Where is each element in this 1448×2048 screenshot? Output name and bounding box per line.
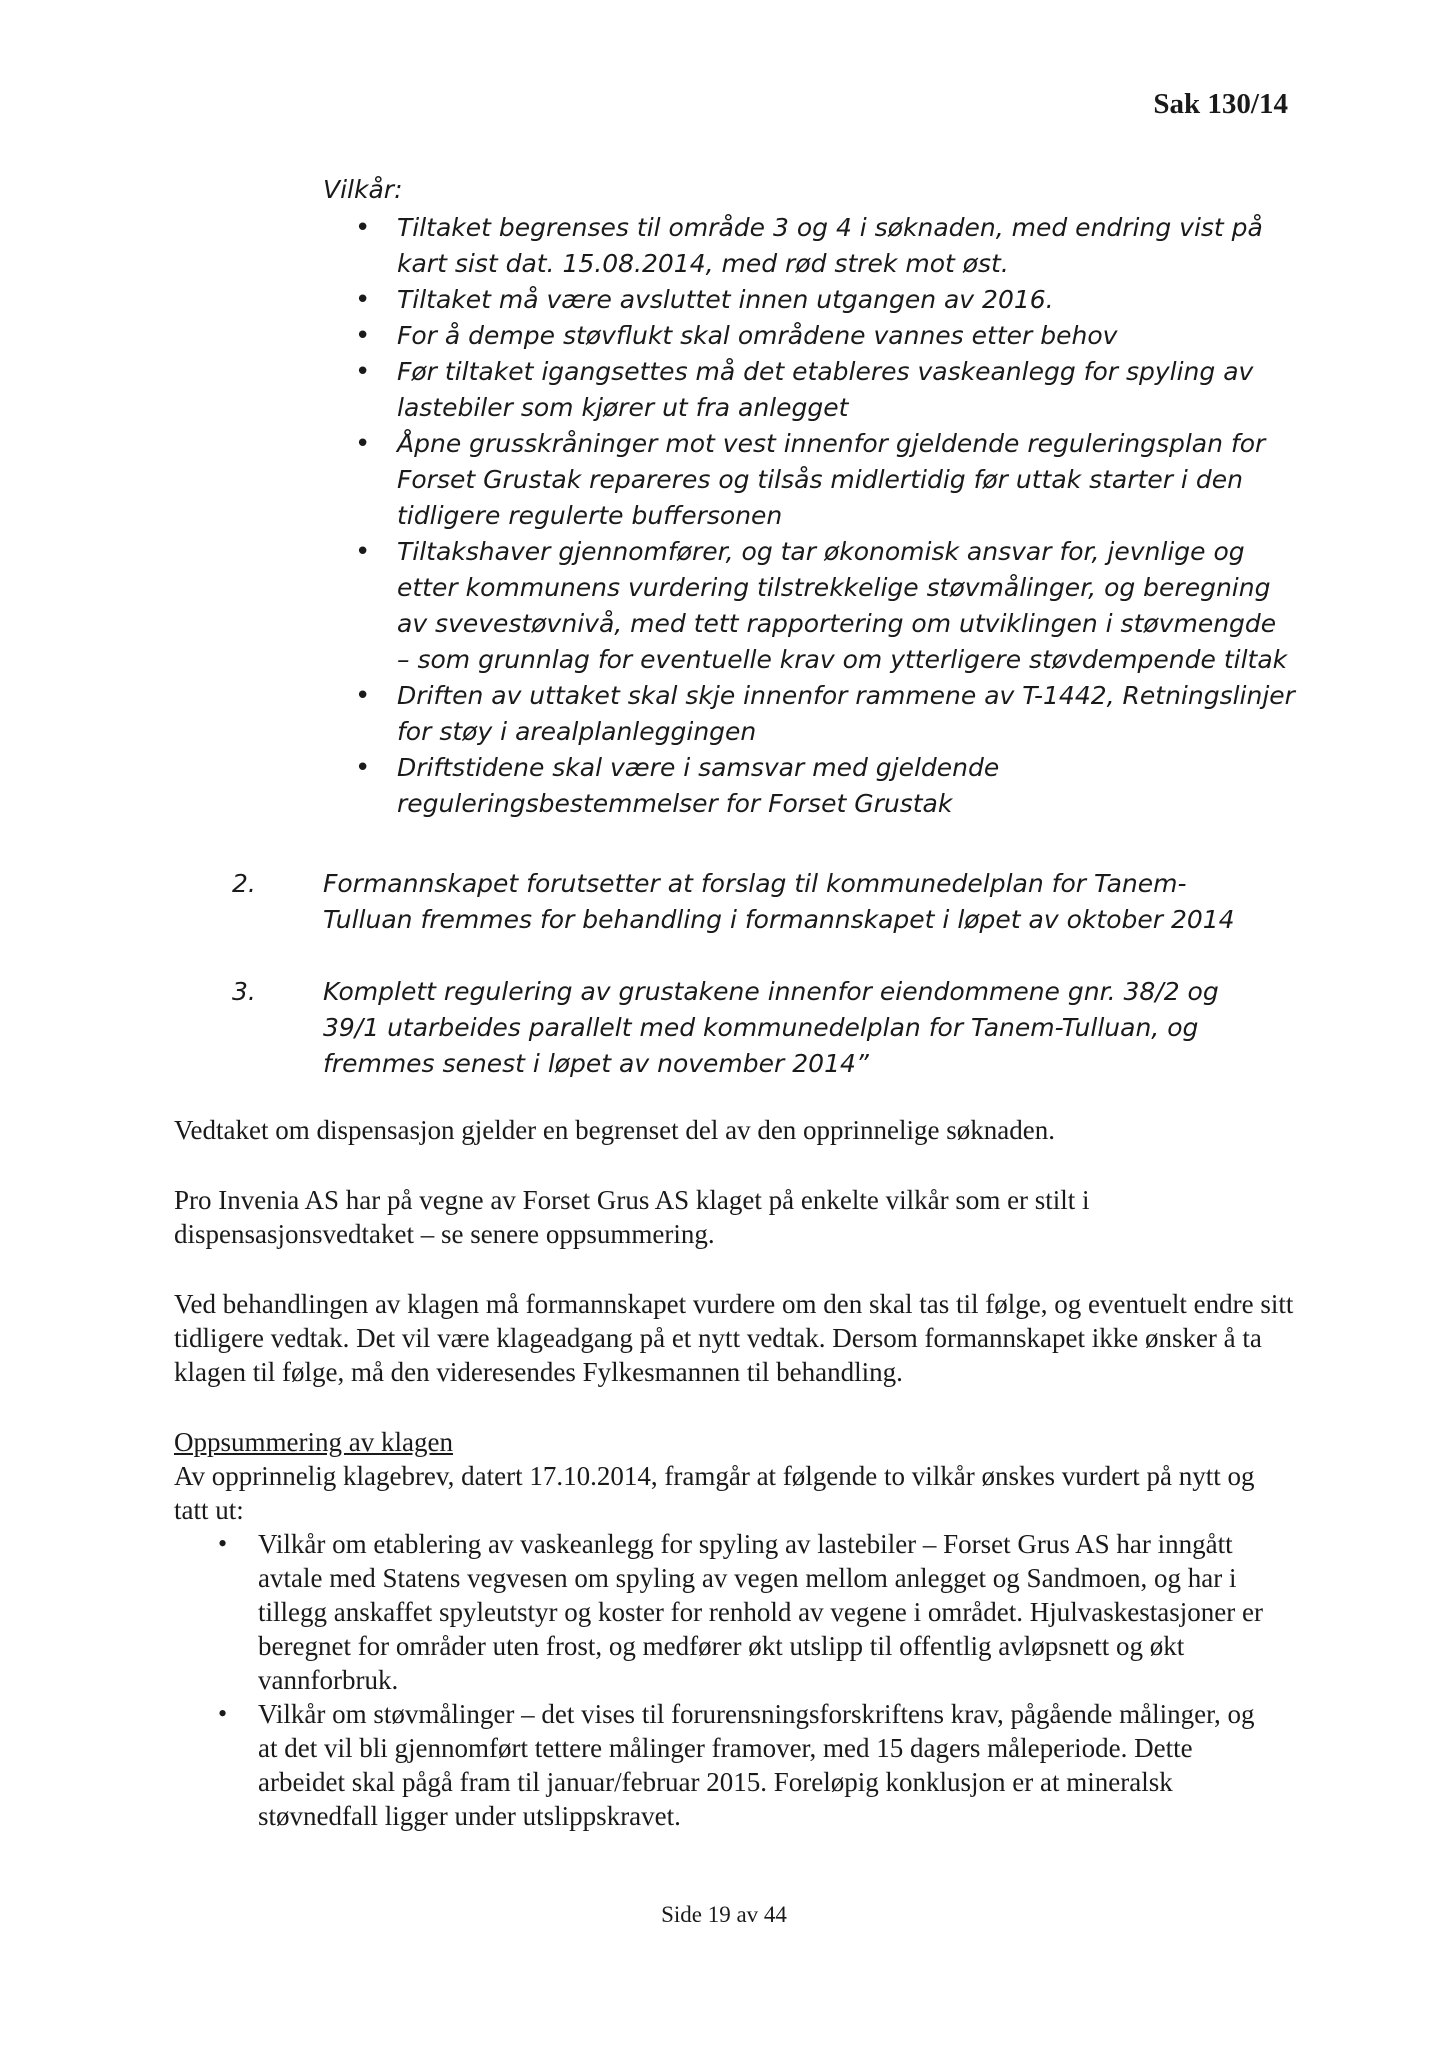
condition-item: • Før tiltaket igangsettes må det etableres vaskeanlegg for spyling av lastebiler som kjører ut fra anlegget <box>355 354 1295 426</box>
numbered-item <box>232 866 1262 938</box>
numbered-item <box>232 974 1262 1082</box>
paragraph: Pro Invenia AS har på vegne av Forset Grus AS klaget på enkelte vilkår som er stilt i dispensasjonsvedtaket – se senere oppsummering. <box>174 1185 1090 1249</box>
summary-list <box>218 1527 1278 1833</box>
item-number: 3. <box>232 977 256 1006</box>
conditions-list <box>355 210 1295 822</box>
conditions-heading: Vilkår: <box>323 175 403 204</box>
summary-title: Oppsummering av klagen <box>174 1427 453 1457</box>
item-text: Formannskapet forutsetter at forslag til kommunedelplan for Tanem-Tulluan fremmes for behandling i formannskapet i løpet av oktober 2014 <box>323 869 1235 934</box>
page-number: Side 19 av 44 <box>661 1902 787 1927</box>
summary-intro: Av opprinnelig klagebrev, datert 17.10.2014, framgår at følgende to vilkår ønskes vurdert på nytt og tatt ut: <box>174 1461 1255 1525</box>
summary-item: • Vilkår om etablering av vaskeanlegg for spyling av lastebiler – Forset Grus AS har inngått avtale med Statens vegvesen om spyling av vegen mellom anlegget og Sandmoen, og har i tillegg anskaffet spyleutstyr og koster for renhold av vegene i området. Hjulvaskestasjoner er beregnet for områder uten frost, og medfører økt utslipp til offentlig avløpsnett og økt vannforbruk. <box>218 1527 1278 1697</box>
case-number: Sak 130/14 <box>1153 88 1288 120</box>
condition-item: • Tiltakshaver gjennomfører, og tar økonomisk ansvar for, jevnlige og etter kommunens vurdering tilstrekkelige støvmålinger, og beregning av svevestøvnivå, med tett rapportering om utviklingen i støvmengde – som grunnlag for eventuelle krav om ytterligere støvdempende tiltak <box>355 534 1295 678</box>
paragraph: Vedtaket om dispensasjon gjelder en begrenset del av den opprinnelige søknaden. <box>174 1115 1055 1145</box>
summary-section <box>174 1425 1294 1833</box>
condition-item: • Tiltaket må være avsluttet innen utgangen av 2016. <box>355 282 1295 318</box>
condition-item: • Driftstidene skal være i samsvar med gjeldende reguleringsbestemmelser for Forset Grustak <box>355 750 1295 822</box>
item-text: Komplett regulering av grustakene innenfor eiendommene gnr. 38/2 og 39/1 utarbeides parallelt med kommunedelplan for Tanem-Tulluan, og fremmes senest i løpet av november 2014” <box>323 977 1219 1078</box>
item-number: 2. <box>232 869 256 898</box>
condition-item: • For å dempe støvflukt skal områdene vannes etter behov <box>355 318 1295 354</box>
paragraph: Ved behandlingen av klagen må formannskapet vurdere om den skal tas til følge, og eventuelt endre sitt tidligere vedtak. Det vil være klageadgang på et nytt vedtak. Dersom formannskapet ikke ønsker å ta klagen til følge, må den videresendes Fylkesmannen til behandling. <box>174 1289 1294 1387</box>
condition-item: • Åpne grusskråninger mot vest innenfor gjeldende reguleringsplan for Forset Grustak repareres og tilsås midlertidig før uttak starter i den tidligere regulerte buffersonen <box>355 426 1295 534</box>
condition-item: • Tiltaket begrenses til område 3 og 4 i søknaden, med endring vist på kart sist dat. 15.08.2014, med rød strek mot øst. <box>355 210 1295 282</box>
condition-item: • Driften av uttaket skal skje innenfor rammene av T-1442, Retningslinjer for støy i arealplanleggingen <box>355 678 1295 750</box>
summary-item: • Vilkår om støvmålinger – det vises til forurensningsforskriftens krav, pågående målinger, og at det vil bli gjennomført tettere målinger framover, med 15 dagers måleperiode. Dette arbeidet skal pågå fram til januar/februar 2015. Foreløpig konklusjon er at mineralsk støvnedfall ligger under utslippskravet. <box>218 1697 1278 1833</box>
